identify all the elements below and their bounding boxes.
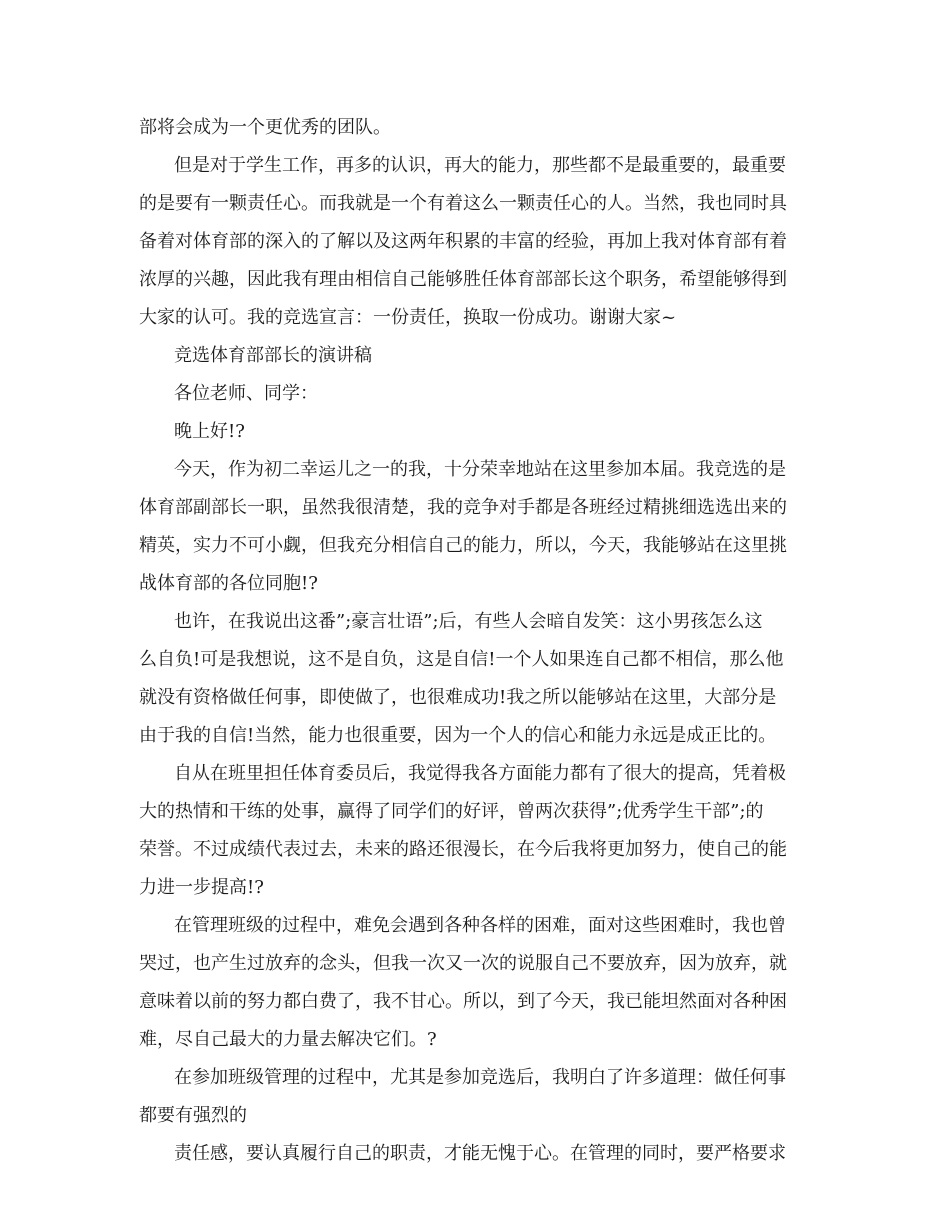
text-line: 么自负!可是我想说，这不是自负，这是自信!一个人如果连自己都不相信，那么他	[139, 649, 784, 670]
text-line: 浓厚的兴趣，因此我有理由相信自己能够胜任体育部部长这个职务，希望能够得到	[139, 269, 787, 290]
text-line: 各位老师、同学：	[174, 383, 318, 404]
text-line: 战体育部的各位同胞!?	[139, 573, 318, 594]
text-line: 在管理班级的过程中，难免会遇到各种各样的困难，面对这些困难时，我也曾	[174, 915, 786, 936]
text-line: 晚上好!?	[174, 421, 245, 442]
text-line: 大的热情和干练的处事，赢得了同学们的好评，曾两次获得”;优秀学生干部”;的	[139, 801, 764, 822]
text-line: 体育部副部长一职，虽然我很清楚，我的竞争对手都是各班经过精挑细选选出来的	[139, 497, 787, 518]
text-line: 由于我的自信!当然，能力也很重要，因为一个人的信心和能力永远是成正比的。	[139, 725, 777, 746]
text-line: 但是对于学生工作，再多的认识，再大的能力，那些都不是最重要的，最重要	[174, 155, 786, 176]
text-line: 在参加班级管理的过程中，尤其是参加竞选后，我明白了许多道理：做任何事	[174, 1067, 786, 1088]
text-line: 大家的认可。我的竞选宣言：一份责任，换取一份成功。谢谢大家~	[139, 307, 677, 328]
text-line: 竞选体育部部长的演讲稿	[174, 345, 372, 366]
text-line: 都要有强烈的	[139, 1105, 247, 1126]
text-line: 也许，在我说出这番”;豪言壮语”;后，有些人会暗自发笑：这小男孩怎么这	[174, 611, 763, 632]
text-line: 自从在班里担任体育委员后，我觉得我各方面能力都有了很大的提高，凭着极	[174, 763, 786, 784]
text-line: 部将会成为一个更优秀的团队。	[139, 117, 391, 138]
text-line: 的是要有一颗责任心。而我就是一个有着这么一颗责任心的人。当然，我也同时具	[139, 193, 787, 214]
text-line: 责任感，要认真履行自己的职责，才能无愧于心。在管理的同时，要严格要求	[174, 1143, 786, 1164]
text-line: 力进一步提高!?	[139, 877, 264, 898]
text-line: 意味着以前的努力都白费了，我不甘心。所以，到了今天，我已能坦然面对各种困	[139, 991, 787, 1012]
text-line: 难，尽自己最大的力量去解决它们。?	[139, 1029, 437, 1050]
text-line: 今天，作为初二幸运儿之一的我，十分荣幸地站在这里参加本届。我竞选的是	[174, 459, 786, 480]
text-line: 哭过，也产生过放弃的念头，但我一次又一次的说服自己不要放弃，因为放弃，就	[139, 953, 787, 974]
text-line: 精英，实力不可小觑，但我充分相信自己的能力，所以，今天，我能够站在这里挑	[139, 535, 787, 556]
text-line: 荣誉。不过成绩代表过去，未来的路还很漫长，在今后我将更加努力，使自己的能	[139, 839, 787, 860]
text-line: 备着对体育部的深入的了解以及这两年积累的丰富的经验，再加上我对体育部有着	[139, 231, 787, 252]
text-line: 就没有资格做任何事，即使做了，也很难成功!我之所以能够站在这里，大部分是	[139, 687, 777, 708]
